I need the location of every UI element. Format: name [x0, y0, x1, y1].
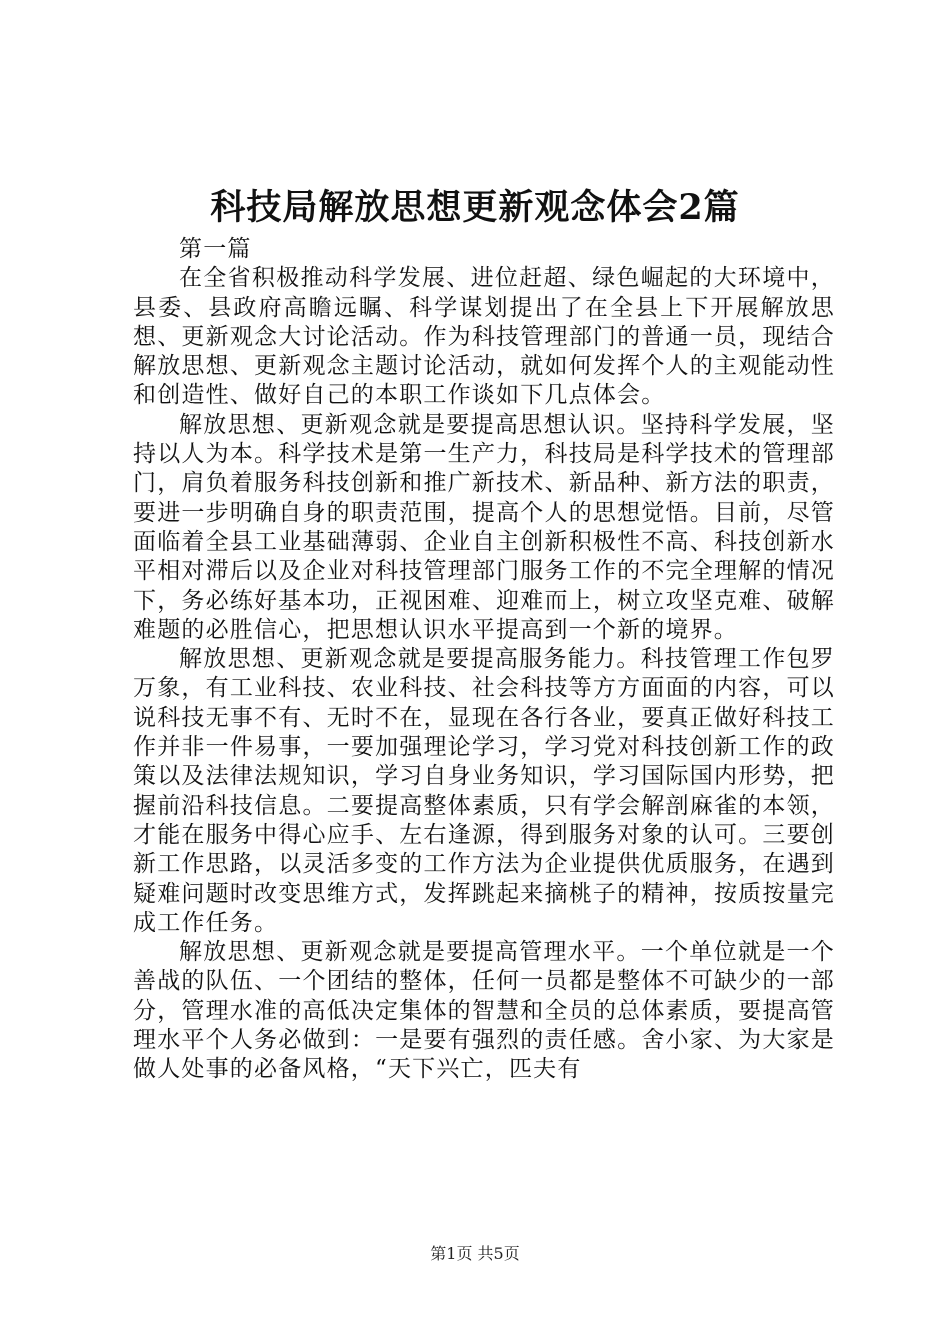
paragraph-2: 解放思想、更新观念就是要提高思想认识。坚持科学发展，坚持以人为本。科学技术是第一生产力，科技局是科学技术的管理部门，肩负着服务科技创新和推广新技术、新品种、新方法的职责，要进一步明确自身的职责范围，提高个人的思想觉悟。目前，尽管面临着全县工业基础薄弱、企业自主创新积极性不高、科技创新水平相对滞后以及企业对科技管理部门服务工作的不完全理解的情况下，务必练好基本功，正视困难、迎难而上，树立攻坚克难、破解难题的必胜信心，把思想认识水平提高到一个新的境界。: [133, 411, 835, 643]
paragraph-1: 在全省积极推动科学发展、进位赶超、绿色崛起的大环境中，县委、县政府高瞻远瞩、科学谋划提出了在全县上下开展解放思想、更新观念大讨论活动。作为科技管理部门的普通一员，现结合解放思想、更新观念主题讨论活动，就如何发挥个人的主观能动性和创造性、做好自己的本职工作谈如下几点体会。: [133, 265, 835, 409]
document-title: 科技局解放思想更新观念体会2篇: [210, 187, 740, 228]
paragraph-4: 解放思想、更新观念就是要提高管理水平。一个单位就是一个善战的队伍、一个团结的整体，任何一员都是整体不可缺少的一部分，管理水准的高低决定集体的智慧和全员的总体素质，要提高管理水平个人务必做到：一是要有强烈的责任感。舍小家、为大家是做人处事的必备风格，“天下兴亡，匹夫有: [133, 939, 835, 1083]
paragraph-3: 解放思想、更新观念就是要提高服务能力。科技管理工作包罗万象，有工业科技、农业科技、社会科技等方方面面的内容，可以说科技无事不有、无时不在，显现在各行各业，要真正做好科技工作并非一件易事，一要加强理论学习，学习党对科技创新工作的政策以及法律法规知识，学习自身业务知识，学习国际国内形势，把握前沿科技信息。二要提高整体素质，只有学会解剖麻雀的本领，才能在服务中得心应手、左右逢源，得到服务对象的认可。三要创新工作思路，以灵活多变的工作方法为企业提供优质服务，在遇到疑难问题时改变思维方式，发挥跳起来摘桃子的精神，按质按量完成工作任务。: [133, 646, 835, 936]
page-number-footer: 第1页 共5页: [430, 1244, 520, 1263]
section-label: 第一篇: [179, 236, 252, 262]
document-body: [133, 235, 835, 1085]
